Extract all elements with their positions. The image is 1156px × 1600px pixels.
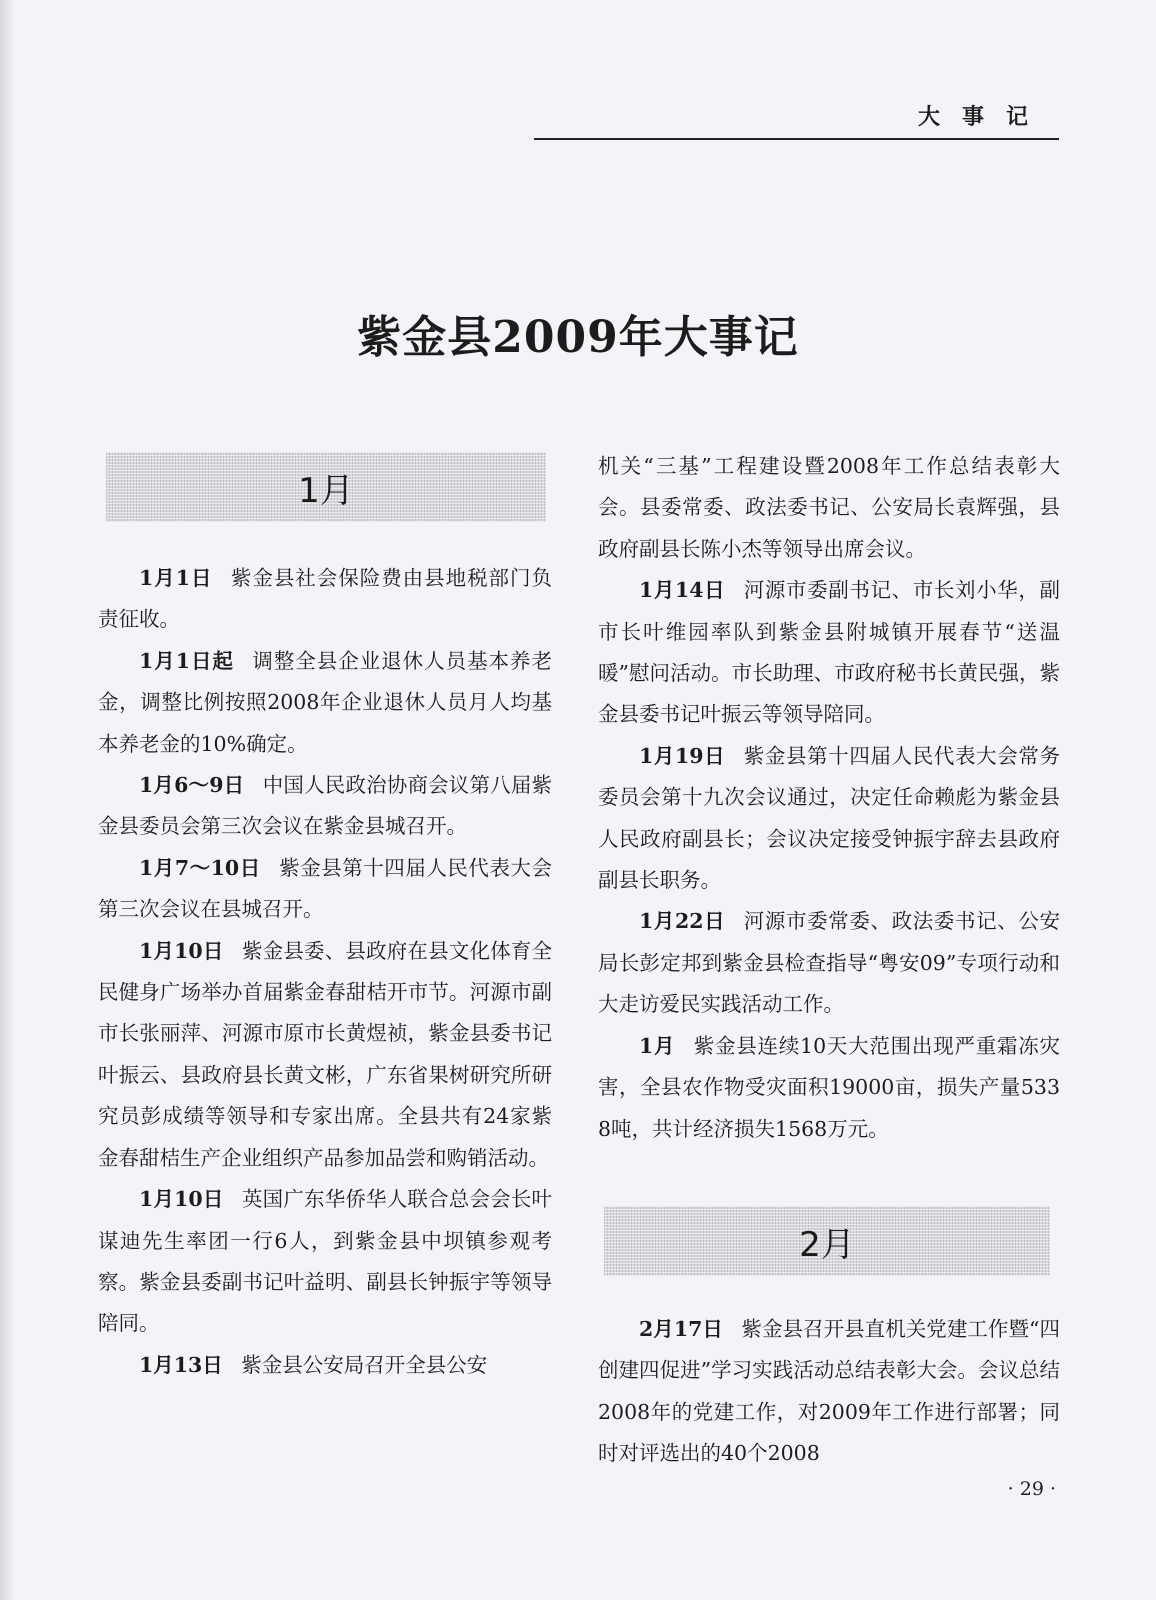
month-heading-jan: [106, 452, 546, 522]
entry-text: 紫金县社会保险费由县地税部门负责征收。: [98, 566, 553, 632]
entry-left-3: [98, 848, 552, 931]
running-head: 大事记: [917, 105, 1050, 130]
month-heading-feb-label: 2月: [799, 1224, 855, 1265]
header-rule: [534, 138, 1059, 140]
entry-text: 河源市委常委、政法委书记、公安局长彭定邦到紫金县检查指导“粤安09”专项行动和大走访爱民实践活动工作。: [598, 909, 1060, 1017]
entry-feb-0: [598, 1309, 1060, 1475]
entry-date: 2月17日: [639, 1317, 723, 1341]
right-column-top: [598, 446, 1060, 1150]
entry-date: 1月: [639, 1033, 676, 1058]
left-column: [98, 558, 552, 1386]
page-title: 紫金县2009年大事记: [357, 312, 799, 364]
entry-right-3: [598, 1026, 1060, 1150]
entry-date: 1月7～10日: [139, 855, 261, 880]
entry-left-5: [98, 1179, 552, 1345]
entry-text: 调整全县企业退休人员基本养老金，调整比例按照2008年企业退休人员月人均基本养老金的10%确定。: [98, 648, 553, 756]
entry-text: 中国人民政治协商会议第八届紫金县委员会第三次会议在紫金县城召开。: [98, 773, 552, 839]
entry-left-0: [98, 558, 552, 641]
entry-left-4: [98, 931, 552, 1179]
entry-right-1: [598, 736, 1060, 902]
entry-text: 紫金县委、县政府在县文化体育全民健身广场举办首届紫金春甜桔开市节。河源市副市长张丽萍、河源市原市长黄煜祯，紫金县委书记叶振云、县政府县长黄文彬，广东省果树研究所研究员彭成绩等领导和专家出席。全县共有24家紫金春甜桔生产企业组织产品参加品尝和购销活动。: [98, 938, 553, 1170]
entry-text: 紫金县第十四届人民代表大会第三次会议在县城召开。: [98, 855, 553, 922]
entry-date: 1月19日: [639, 743, 726, 768]
entry-text: 紫金县公安局召开全县公安: [241, 1352, 488, 1377]
entry-right-2: [598, 901, 1060, 1025]
entry-left-1: [98, 641, 552, 765]
entry-text: 英国广东华侨华人联合总会会长叶谋迪先生率团一行6人，到紫金县中坝镇参观考察。紫金县委副书记叶益明、副县长钟振宇等领导陪同。: [98, 1187, 553, 1336]
entry-right-0: [598, 570, 1060, 736]
entry-date: 1月10日: [139, 938, 224, 963]
entry-date: 1月14日: [639, 578, 726, 603]
entry-date: 1月1日: [139, 566, 213, 590]
entry-date: 1月6～9日: [139, 773, 245, 798]
entry-text: 紫金县连续10天大范围出现严重霜冻灾害，全县农作物受灾面积19000亩，损失产量5338吨，共计经济损失1568万元。: [598, 1033, 1060, 1141]
entry-continuation: 机关“三基”工程建设暨2008年工作总结表彰大会。县委常委、政法委书记、公安局长袁辉强，县政府副县长陈小杰等领导出席会议。: [598, 454, 1060, 561]
entry-date: 1月1日起: [139, 648, 234, 673]
entry-date: 1月22日: [639, 909, 726, 934]
entry-date: 1月13日: [139, 1352, 223, 1377]
page-number: · 29 ·: [1007, 1478, 1056, 1500]
right-column-bottom: [598, 1309, 1060, 1475]
entry-left-6: [98, 1345, 552, 1386]
month-heading-feb: [604, 1206, 1050, 1276]
entry-text: 河源市委副书记、市长刘小华，副市长叶维园率队到紫金县附城镇开展春节“送温暖”慰问活动。市长助理、市政府秘书长黄民强，紫金县委书记叶振云等领导陪同。: [598, 578, 1060, 727]
scan-edge: [0, 0, 14, 1600]
entry-text: 紫金县第十四届人民代表大会常务委员会第十九次会议通过，决定任命赖彪为紫金县人民政府副县长；会议决定接受钟振宇辞去县政府副县长职务。: [598, 743, 1060, 893]
entry-left-2: [98, 765, 552, 848]
entry-text: 紫金县召开县直机关党建工作暨“四创建四促进”学习实践活动总结表彰大会。会议总结2008年的党建工作，对2009年工作进行部署；同时对评选出的40个2008: [598, 1317, 1061, 1466]
entry-date: 1月10日: [139, 1187, 224, 1212]
month-heading-jan-label: 1月: [298, 470, 354, 511]
